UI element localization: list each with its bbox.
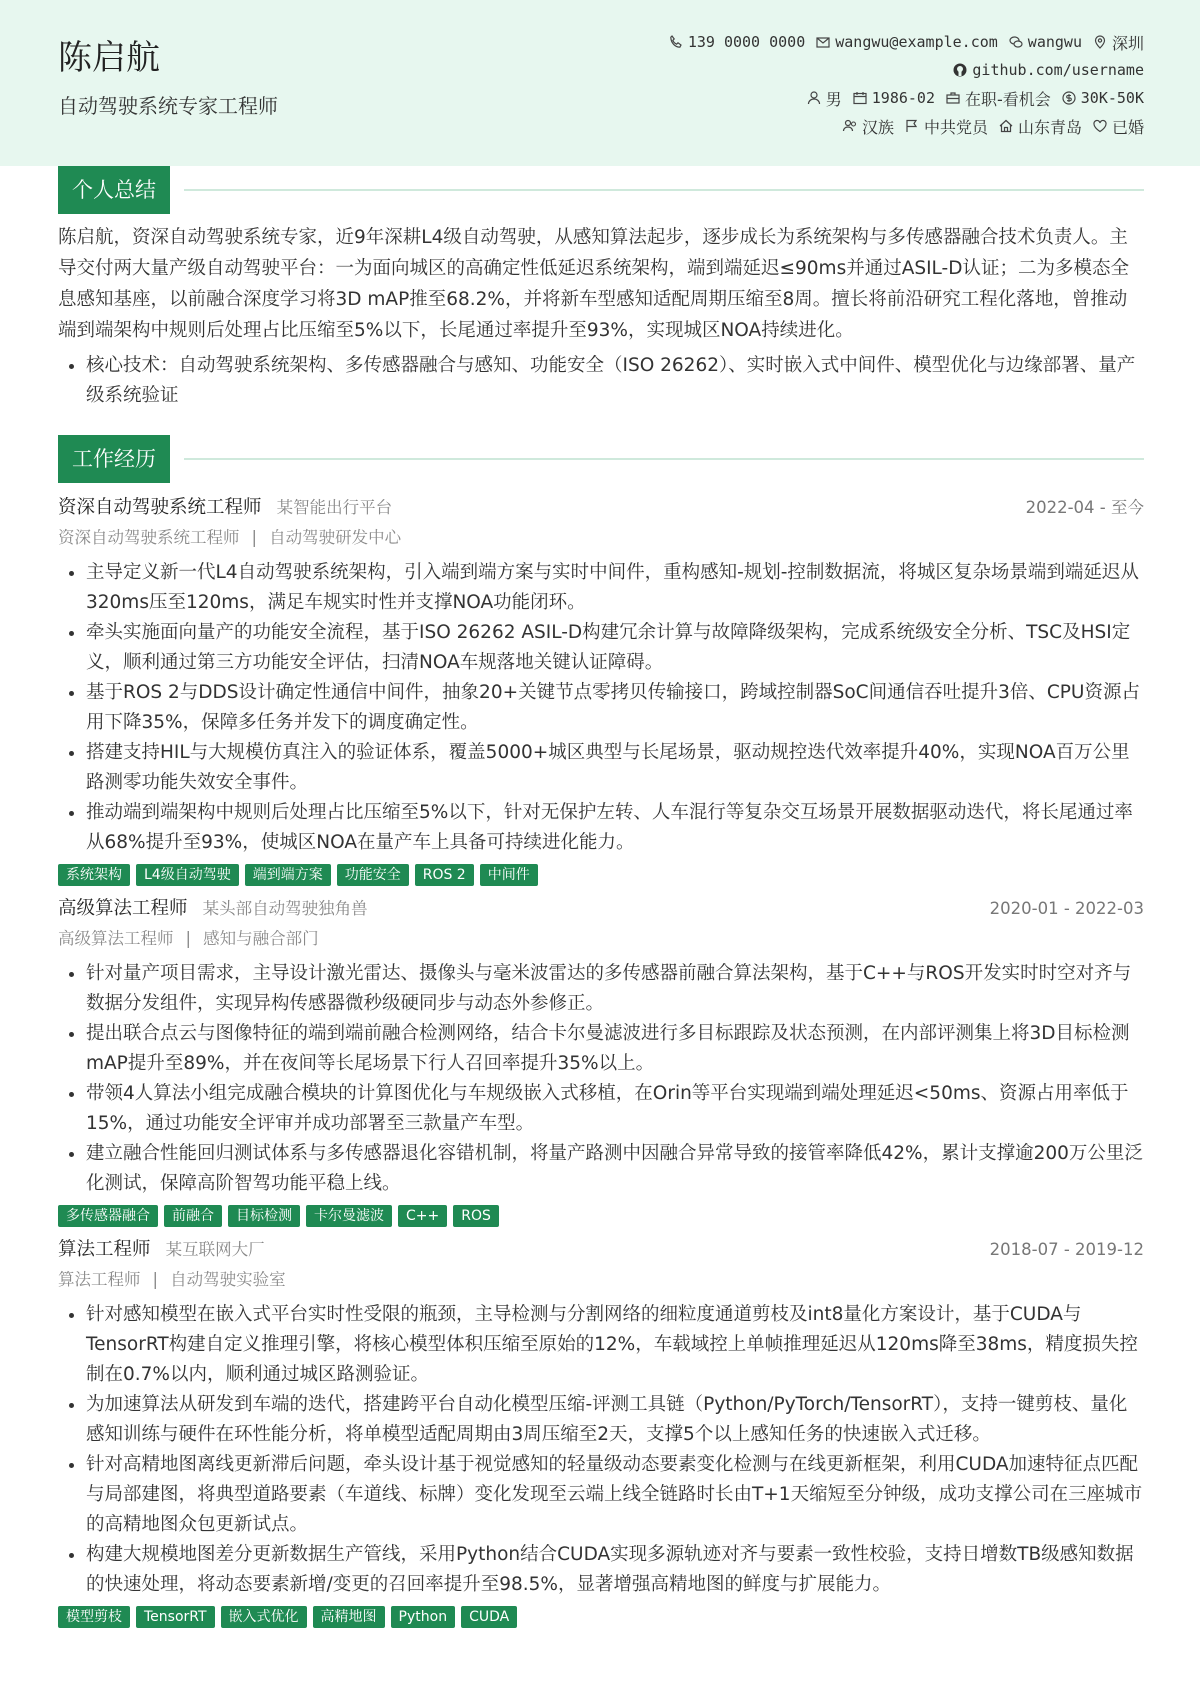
location-pin-icon bbox=[1092, 34, 1108, 50]
calendar-icon bbox=[852, 90, 868, 106]
gender-text: 男 bbox=[825, 89, 842, 109]
skill-tag: 端到端方案 bbox=[245, 864, 331, 886]
home-icon bbox=[998, 118, 1014, 134]
location-text: 深圳 bbox=[1111, 33, 1144, 53]
job-bullet: • 构建大规模地图差分更新数据生产管线，采用Python结合CUDA实现多源轨迹对齐与要素一致性校验，支持日增数TB级感知数据的快速处理，将动态要素新增/变更的召回率提升至98.5%，显著增强高精地图的鲜度与扩展能力。 bbox=[86, 1540, 1144, 1600]
job-date: 2020-01 - 2022-03 bbox=[989, 899, 1144, 918]
job-bullet: • 提出联合点云与图像特征的端到端前融合检测网络，结合卡尔曼滤波进行多目标跟踪及状态预测，在内部评测集上将3D目标检测mAP提升至89%，并在夜间等长尾场景下行人召回率提升35%以上。 bbox=[86, 1019, 1144, 1079]
skill-tag: 中间件 bbox=[480, 864, 538, 886]
email-item[interactable] bbox=[815, 33, 998, 51]
skill-tag: Python bbox=[391, 1606, 456, 1628]
salary-item bbox=[1061, 89, 1144, 107]
skill-tag: 卡尔曼滤波 bbox=[306, 1205, 392, 1227]
ethnicity-text: 汉族 bbox=[861, 117, 894, 137]
section-divider bbox=[184, 458, 1144, 460]
job-dept: 感知与融合部门 bbox=[203, 929, 319, 948]
phone-icon bbox=[668, 34, 684, 50]
job-dept: 自动驾驶研发中心 bbox=[269, 528, 402, 547]
job-entry bbox=[58, 1235, 1144, 1628]
skill-tag: C++ bbox=[398, 1205, 447, 1227]
job-role: 算法工程师 bbox=[58, 1239, 151, 1260]
briefcase-icon bbox=[945, 90, 961, 106]
summary-heading-row bbox=[58, 166, 1144, 214]
candidate-title: 自动驾驶系统专家工程师 bbox=[58, 94, 278, 118]
job-role: 资深自动驾驶系统工程师 bbox=[58, 497, 262, 518]
person-icon bbox=[806, 90, 822, 106]
mail-icon bbox=[815, 34, 831, 50]
skill-tag: 功能安全 bbox=[337, 864, 409, 886]
job-bullet: • 针对高精地图离线更新滞后问题，牵头设计基于视觉感知的轻量级动态要素变化检测与在线更新框架，利用CUDA加速特征点匹配与局部建图，将典型道路要素（车道线、标牌）变化发现至云端上线全链路时长由T+1天缩短至分钟级，成功支撑公司在三座城市的高精地图众包更新试点。 bbox=[86, 1450, 1144, 1540]
phone-item bbox=[668, 33, 805, 51]
politics-text: 中共党员 bbox=[923, 117, 988, 137]
skill-tag: 目标检测 bbox=[228, 1205, 300, 1227]
job-header bbox=[58, 493, 1144, 523]
heart-icon bbox=[1092, 118, 1108, 134]
job-bullet: • 搭建支持HIL与大规模仿真注入的验证体系，覆盖5000+城区典型与长尾场景，驱动规控迭代效率提升40%，实现NOA百万公里路测零功能失效安全事件。 bbox=[86, 738, 1144, 798]
birth-text: 1986-02 bbox=[871, 89, 935, 107]
job-company: 某智能出行平台 bbox=[276, 498, 393, 517]
people-icon bbox=[842, 118, 858, 134]
skill-tag: 嵌入式优化 bbox=[221, 1606, 307, 1628]
job-sub-role: 资深自动驾驶系统工程师 bbox=[58, 528, 240, 547]
job-sub-separator: | bbox=[152, 1270, 159, 1289]
summary-list bbox=[58, 351, 1144, 411]
job-bullets bbox=[58, 1300, 1144, 1600]
section-divider bbox=[184, 189, 1144, 191]
summary-section bbox=[58, 166, 1144, 411]
experience-heading: 工作经历 bbox=[58, 435, 170, 483]
job-bullets bbox=[58, 959, 1144, 1199]
skill-tag: 模型剪枝 bbox=[58, 1606, 130, 1628]
candidate-name: 陈启航 bbox=[58, 38, 160, 78]
job-sub-separator: | bbox=[185, 929, 192, 948]
summary-text: 陈启航，资深自动驾驶系统专家，近9年深耕L4级自动驾驶，从感知算法起步，逐步成长为系统架构与多传感器融合技术负责人。主导交付两大量产级自动驾驶平台：一为面向城区的高确定性低延迟系统架构，端到端延迟≤90ms并通过ASIL-D认证；二为多模态全息感知基座，以前融合深度学习将3D mAP推至68.2%，并将新车型感知适配周期压缩至8周。擅长将前沿研究工程化落地，曾推动端到端架构中规则后处理占比压缩至5%以下，长尾通过率提升至93%，实现城区NOA持续进化。 bbox=[58, 227, 1129, 341]
birth-item bbox=[852, 89, 935, 107]
summary-core-skills: • 核心技术：自动驾驶系统架构、多传感器融合与感知、功能安全（ISO 26262）、实时嵌入式中间件、模型优化与边缘部署、量产级系统验证 bbox=[86, 351, 1144, 411]
job-bullet: • 建立融合性能回归测试体系与多传感器退化容错机制，将量产路测中因融合异常导致的接管率降低42%，累计支撑逾200万公里泛化测试，保障高阶智驾功能平稳上线。 bbox=[86, 1139, 1144, 1199]
skill-tag: ROS bbox=[453, 1205, 499, 1227]
skill-tag: L4级自动驾驶 bbox=[136, 864, 239, 886]
skill-tag: CUDA bbox=[461, 1606, 517, 1628]
phone-number: 139 0000 0000 bbox=[687, 33, 806, 51]
job-bullet: • 基于ROS 2与DDS设计确定性通信中间件，抽象20+关键节点零拷贝传输接口，跨域控制器SoC间通信吞吐提升3倍、CPU资源占用下降35%，保障多任务并发下的调度确定性。 bbox=[86, 678, 1144, 738]
job-bullet: • 为加速算法从研发到车端的迭代，搭建跨平台自动化模型压缩-评测工具链（Python/PyTorch/TensorRT），支持一键剪枝、量化感知训练与硬件在环性能分析，将单模型适配周期由3周压缩至2天，支撑5个以上感知任务的快速嵌入式迁移。 bbox=[86, 1390, 1144, 1450]
flag-icon bbox=[904, 118, 920, 134]
github-link[interactable]: github.com/username bbox=[972, 61, 1144, 79]
job-bullet: • 针对量产项目需求，主导设计激光雷达、摄像头与毫米波雷达的多传感器前融合算法架构，基于C++与ROS开发实时时空对齐与数据分发组件，实现异构传感器微秒级硬同步与动态外参修正。 bbox=[86, 959, 1144, 1019]
job-company: 某头部自动驾驶独角兽 bbox=[202, 899, 368, 918]
skill-tags bbox=[58, 1205, 1144, 1227]
politics-item bbox=[904, 115, 988, 138]
money-icon bbox=[1061, 90, 1077, 106]
skill-tag: 前融合 bbox=[164, 1205, 222, 1227]
email-address[interactable]: wangwu@example.com bbox=[835, 33, 998, 51]
experience-heading-row bbox=[58, 435, 1144, 483]
github-icon bbox=[952, 62, 968, 78]
hometown-text: 山东青岛 bbox=[1017, 117, 1082, 137]
job-header bbox=[58, 1235, 1144, 1265]
job-bullets bbox=[58, 558, 1144, 858]
job-date: 2018-07 - 2019-12 bbox=[989, 1240, 1144, 1259]
wechat-icon bbox=[1008, 34, 1024, 50]
hometown-item bbox=[998, 115, 1082, 138]
status-text: 在职-看机会 bbox=[965, 89, 1051, 109]
location-item bbox=[1092, 31, 1144, 54]
job-subline bbox=[58, 523, 1144, 553]
skill-tag: TensorRT bbox=[136, 1606, 215, 1628]
summary-heading: 个人总结 bbox=[58, 166, 170, 214]
status-item bbox=[945, 87, 1051, 110]
job-subline bbox=[58, 924, 1144, 954]
contact-info bbox=[504, 28, 1144, 140]
job-bullet: • 牵头实施面向量产的功能安全流程，基于ISO 26262 ASIL-D构建冗余计算与故障降级架构，完成系统级安全分析、TSC及HSI定义，顺利通过第三方功能安全评估，扫清NOA车规落地关键认证障碍。 bbox=[86, 618, 1144, 678]
resume-header bbox=[0, 0, 1200, 166]
skill-tag: 多传感器融合 bbox=[58, 1205, 158, 1227]
job-sub-separator: | bbox=[251, 528, 258, 547]
wechat-id: wangwu bbox=[1027, 33, 1082, 51]
job-entry bbox=[58, 493, 1144, 886]
skill-tags bbox=[58, 864, 1144, 886]
skill-tags bbox=[58, 1606, 1144, 1628]
job-bullet: • 推动端到端架构中规则后处理占比压缩至5%以下，针对无保护左转、人车混行等复杂交互场景开展数据驱动迭代，将长尾通过率从68%提升至93%，使城区NOA在量产车上具备可持续进化能力。 bbox=[86, 798, 1144, 858]
skill-tag: 高精地图 bbox=[313, 1606, 385, 1628]
job-dept: 自动驾驶实验室 bbox=[170, 1270, 286, 1289]
job-role: 高级算法工程师 bbox=[58, 898, 188, 919]
github-item[interactable] bbox=[952, 61, 1144, 79]
wechat-item bbox=[1008, 33, 1082, 51]
job-bullet: • 主导定义新一代L4自动驾驶系统架构，引入端到端方案与实时中间件，重构感知-规划-控制数据流，将城区复杂场景端到端延迟从320ms压至120ms，满足车规实时性并支撑NOA功能闭环。 bbox=[86, 558, 1144, 618]
experience-section bbox=[58, 435, 1144, 1628]
salary-text: 30K-50K bbox=[1080, 89, 1144, 107]
gender-item bbox=[806, 87, 842, 110]
marital-text: 已婚 bbox=[1111, 117, 1144, 137]
job-subline bbox=[58, 1265, 1144, 1295]
skill-tag: ROS 2 bbox=[415, 864, 474, 886]
job-entry bbox=[58, 894, 1144, 1227]
marital-item bbox=[1092, 115, 1144, 138]
job-bullet: • 带领4人算法小组完成融合模块的计算图优化与车规级嵌入式移植，在Orin等平台实现端到端处理延迟<50ms、资源占用率低于15%，通过功能安全评审并成功部署至三款量产车型。 bbox=[86, 1079, 1144, 1139]
job-bullet: • 针对感知模型在嵌入式平台实时性受限的瓶颈，主导检测与分割网络的细粒度通道剪枝及int8量化方案设计，基于CUDA与TensorRT构建自定义推理引擎，将核心模型体积压缩至原始的12%，车载域控上单帧推理延迟从120ms降至38ms，精度损失控制在0.7%以内，顺利通过城区路测验证。 bbox=[86, 1300, 1144, 1390]
job-sub-role: 高级算法工程师 bbox=[58, 929, 174, 948]
job-header bbox=[58, 894, 1144, 924]
ethnicity-item bbox=[842, 115, 894, 138]
job-sub-role: 算法工程师 bbox=[58, 1270, 141, 1289]
job-company: 某互联网大厂 bbox=[165, 1240, 265, 1259]
skill-tag: 系统架构 bbox=[58, 864, 130, 886]
job-date: 2022-04 - 至今 bbox=[1025, 498, 1144, 517]
